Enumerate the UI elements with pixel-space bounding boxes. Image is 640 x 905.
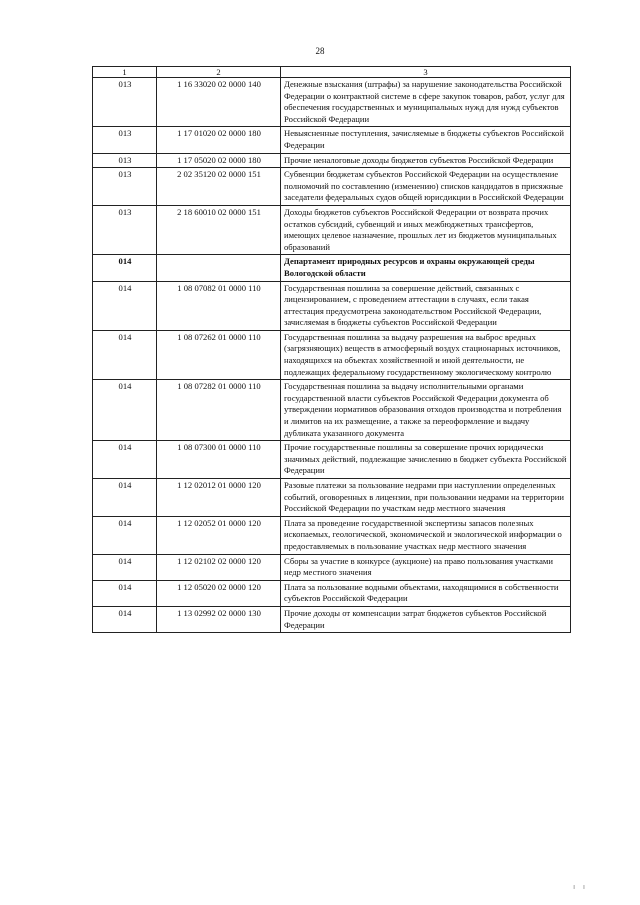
table-row: [93, 380, 571, 441]
table-row: [93, 255, 571, 281]
table-row: [93, 441, 571, 479]
budget-classification-code-cell: 1 12 02052 01 0000 120: [157, 516, 281, 554]
table-row: [93, 78, 571, 127]
table-row: [93, 479, 571, 517]
revenue-codes-table: [92, 66, 571, 633]
column-header-2: 2: [157, 67, 281, 78]
admin-code-cell: 014: [93, 380, 157, 441]
revenue-name-cell: Государственная пошлина за совершение действий, связанных с лицензированием, с проведением аттестации в случаях, если такая аттестация предусмотрена законодательством Российской Федерации, зачисляемая в бюджеты субъектов Российской Федерации: [281, 281, 571, 330]
budget-classification-code-cell: 1 08 07300 01 0000 110: [157, 441, 281, 479]
table-row: [93, 606, 571, 632]
revenue-name-cell: Разовые платежи за пользование недрами при наступлении определенных событий, оговоренных в лицензии, при пользовании недрами на территории Российской Федерации по участкам недр местного значения: [281, 479, 571, 517]
table-row: [93, 153, 571, 168]
budget-classification-code-cell: 1 12 02102 02 0000 120: [157, 554, 281, 580]
admin-code-cell: 014: [93, 580, 157, 606]
admin-code-cell: 013: [93, 205, 157, 254]
scan-corner-mark: ı ı: [573, 884, 588, 891]
table-row: [93, 205, 571, 254]
admin-code-cell: 014: [93, 606, 157, 632]
admin-code-cell: 014: [93, 330, 157, 379]
revenue-name-cell: Субвенции бюджетам субъектов Российской Федерации на осуществление полномочий по составлению (изменению) списков кандидатов в присяжные заседатели федеральных судов общей юрисдикции в Российской Федерации: [281, 168, 571, 206]
admin-code-cell: 013: [93, 127, 157, 153]
budget-classification-code-cell: 1 17 01020 02 0000 180: [157, 127, 281, 153]
admin-code-cell: 014: [93, 479, 157, 517]
budget-classification-code-cell: [157, 255, 281, 281]
revenue-name-cell: Сборы за участие в конкурсе (аукционе) на право пользования участками недр местного значения: [281, 554, 571, 580]
revenue-name-cell: Прочие государственные пошлины за совершение прочих юридически значимых действий, подлежащие зачислению в бюджет субъекта Российской Федерации: [281, 441, 571, 479]
table-row: [93, 168, 571, 206]
table-body: [93, 78, 571, 633]
table-row: [93, 554, 571, 580]
budget-classification-code-cell: 1 12 05020 02 0000 120: [157, 580, 281, 606]
revenue-name-cell: Плата за проведение государственной экспертизы запасов полезных ископаемых, геологической, экономической и экологической информации о предоставляемых в пользование участках недр местного значения: [281, 516, 571, 554]
budget-classification-code-cell: 2 02 35120 02 0000 151: [157, 168, 281, 206]
table-header-row: [93, 67, 571, 78]
table-row: [93, 127, 571, 153]
revenue-name-cell: Государственная пошлина за выдачу исполнительными органами государственной власти субъектов Российской Федерации документа об утверждении нормативов образования отходов производства и потребления и лимитов на их размещение, а также за переоформление и выдачу дубликата указанного документа: [281, 380, 571, 441]
revenue-name-cell: Департамент природных ресурсов и охраны окружающей среды Вологодской области: [281, 255, 571, 281]
table-row: [93, 281, 571, 330]
page-number: 28: [315, 46, 325, 56]
column-header-3: 3: [281, 67, 571, 78]
budget-classification-code-cell: 1 08 07262 01 0000 110: [157, 330, 281, 379]
revenue-name-cell: Плата за пользование водными объектами, находящимися в собственности субъектов Российской Федерации: [281, 580, 571, 606]
admin-code-cell: 014: [93, 554, 157, 580]
table-row: [93, 330, 571, 379]
column-header-1: 1: [93, 67, 157, 78]
revenue-name-cell: Государственная пошлина за выдачу разрешения на выброс вредных (загрязняющих) веществ в атмосферный воздух стационарных источников, находящихся на объектах хозяйственной и иной деятельности, не подлежащих федеральному государственному экологическому контролю: [281, 330, 571, 379]
admin-code-cell: 014: [93, 281, 157, 330]
revenue-name-cell: Прочие доходы от компенсации затрат бюджетов субъектов Российской Федерации: [281, 606, 571, 632]
revenue-name-cell: Прочие неналоговые доходы бюджетов субъектов Российской Федерации: [281, 153, 571, 168]
revenue-name-cell: Доходы бюджетов субъектов Российской Федерации от возврата прочих остатков субсидий, субвенций и иных межбюджетных трансфертов, имеющих целевое назначение, прошлых лет из бюджетов муниципальных образований: [281, 205, 571, 254]
budget-classification-code-cell: 1 17 05020 02 0000 180: [157, 153, 281, 168]
budget-classification-code-cell: 1 08 07082 01 0000 110: [157, 281, 281, 330]
admin-code-cell: 014: [93, 255, 157, 281]
budget-classification-code-cell: 2 18 60010 02 0000 151: [157, 205, 281, 254]
budget-classification-code-cell: 1 12 02012 01 0000 120: [157, 479, 281, 517]
table-row: [93, 516, 571, 554]
revenue-name-cell: Невыясненные поступления, зачисляемые в бюджеты субъектов Российской Федерации: [281, 127, 571, 153]
admin-code-cell: 013: [93, 168, 157, 206]
revenue-name-cell: Денежные взыскания (штрафы) за нарушение законодательства Российской Федерации о контрактной системе в сфере закупок товаров, работ, услуг для обеспечения государственных и муниципальных нужд для нужд субъектов Российской Федерации: [281, 78, 571, 127]
admin-code-cell: 013: [93, 153, 157, 168]
admin-code-cell: 014: [93, 441, 157, 479]
table-row: [93, 580, 571, 606]
budget-classification-code-cell: 1 16 33020 02 0000 140: [157, 78, 281, 127]
budget-classification-code-cell: 1 13 02992 02 0000 130: [157, 606, 281, 632]
budget-classification-code-cell: 1 08 07282 01 0000 110: [157, 380, 281, 441]
admin-code-cell: 013: [93, 78, 157, 127]
admin-code-cell: 014: [93, 516, 157, 554]
